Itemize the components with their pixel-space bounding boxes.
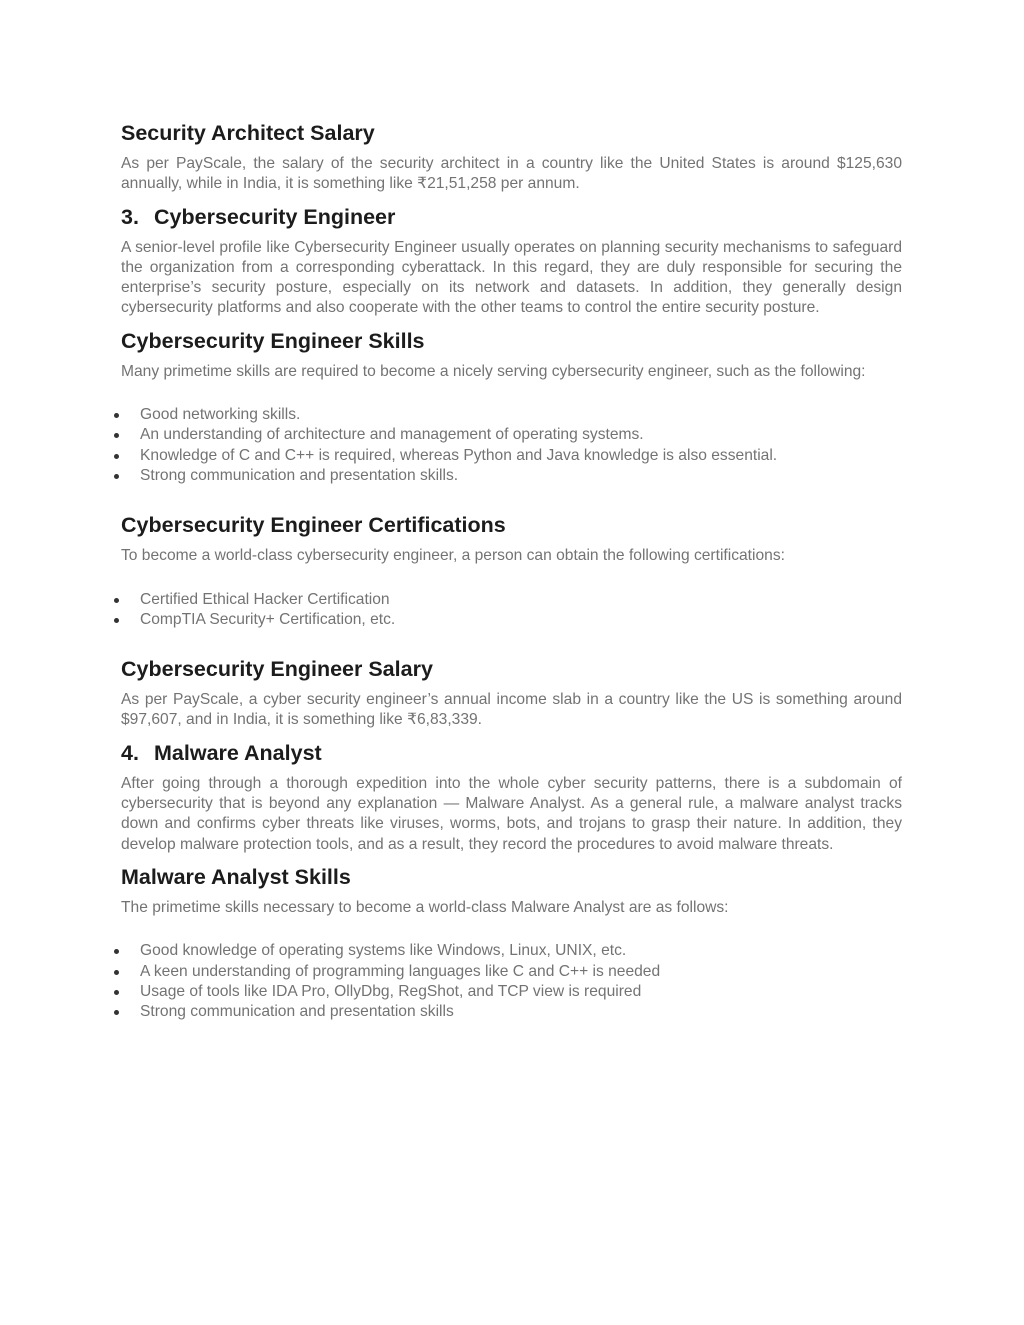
list-item <box>120 446 901 466</box>
section-title: Cybersecurity Engineer <box>154 204 396 229</box>
section-heading-cyber-engineer <box>121 200 902 234</box>
section-heading-malware-analyst <box>121 736 902 770</box>
paragraph-cyber-engineer-skills: Many primetime skills are required to become a nicely serving cybersecurity engineer, such as the following: <box>121 362 866 380</box>
list-item-text: An understanding of architecture and management of operating systems. <box>140 426 644 444</box>
section-number: 3. <box>121 204 139 229</box>
list-item <box>120 466 901 486</box>
bullet-icon <box>114 454 119 459</box>
section-heading-cyber-engineer-skills: Cybersecurity Engineer Skills <box>121 328 425 353</box>
cyber-engineer-skills-list <box>120 405 901 486</box>
list-item-text: Knowledge of C and C++ is required, whereas Python and Java knowledge is also essential. <box>140 446 778 464</box>
paragraph-cyber-engineer-certs: To become a world-class cybersecurity engineer, a person can obtain the following certifications: <box>121 547 785 565</box>
bullet-icon <box>114 990 119 995</box>
section-heading-architect-salary: Security Architect Salary <box>121 121 375 145</box>
list-item-text: Usage of tools like IDA Pro, OllyDbg, RegShot, and TCP view is required <box>140 982 642 1000</box>
list-item <box>120 982 901 1002</box>
bullet-icon <box>114 598 119 603</box>
section-heading-cyber-engineer-certs: Cybersecurity Engineer Certifications <box>121 513 506 538</box>
document-page <box>121 116 902 1022</box>
paragraph-cyber-engineer-salary: As per PayScale, a cyber security engineer’s annual income slab in a country like the US is something around $97,607, and in India, it is something like ₹6,83,339. <box>121 691 902 729</box>
list-item-text: CompTIA Security+ Certification, etc. <box>140 610 396 628</box>
list-item-text: Good knowledge of operating systems like Windows, Linux, UNIX, etc. <box>140 942 627 960</box>
malware-analyst-skills-list <box>120 941 901 1022</box>
list-item-text: A keen understanding of programming languages like C and C++ is needed <box>140 962 661 980</box>
paragraph-malware-analyst: After going through a thorough expedition into the whole cyber security patterns, there is a subdomain of cybersecurity that is beyond any explanation — Malware Analyst. As a general rule, a malware analyst tracks down and confirms cyber threats like viruses, worms, bots, and trojans to grasp their nature. In addition, they develop malware protection tools, and as a result, they record the procedures to avoid malware threats. <box>121 774 902 853</box>
bullet-icon <box>114 413 119 418</box>
bullet-icon <box>114 970 119 975</box>
list-item <box>120 425 901 445</box>
section-heading-cyber-engineer-salary: Cybersecurity Engineer Salary <box>121 657 433 682</box>
list-item <box>120 610 901 630</box>
list-item <box>120 405 901 425</box>
bullet-icon <box>114 949 119 954</box>
list-item-text: Good networking skills. <box>140 406 301 424</box>
cyber-engineer-certs-list <box>120 590 901 631</box>
list-item <box>120 962 901 982</box>
bullet-icon <box>114 1010 119 1015</box>
list-item <box>120 1002 901 1022</box>
list-item-text: Strong communication and presentation skills <box>140 1003 454 1021</box>
list-item-text: Strong communication and presentation skills. <box>140 466 459 484</box>
list-item <box>120 941 901 961</box>
list-item <box>120 590 901 610</box>
list-item-text: Certified Ethical Hacker Certification <box>140 590 390 608</box>
bullet-icon <box>114 474 119 479</box>
section-title: Malware Analyst <box>154 740 322 765</box>
paragraph-cyber-engineer: A senior-level profile like Cybersecurity Engineer usually operates on planning security mechanisms to safeguard the organization from a corresponding cyberattack. In this regard, they are duly responsible for securing the enterprise’s security posture, especially on its network and datasets. In addition, they generally design cybersecurity platforms and also cooperate with the other teams to control the entire security posture. <box>121 238 902 317</box>
bullet-icon <box>114 433 119 438</box>
section-heading-malware-analyst-skills: Malware Analyst Skills <box>121 864 351 889</box>
bullet-icon <box>114 618 119 623</box>
section-number: 4. <box>121 740 139 765</box>
paragraph-malware-analyst-skills: The primetime skills necessary to become a world-class Malware Analyst are as follows: <box>121 898 729 916</box>
paragraph-architect-salary: As per PayScale, the salary of the security architect in a country like the United States is around $125,630 annually, while in India, it is something like ₹21,51,258 per annum. <box>121 155 902 193</box>
